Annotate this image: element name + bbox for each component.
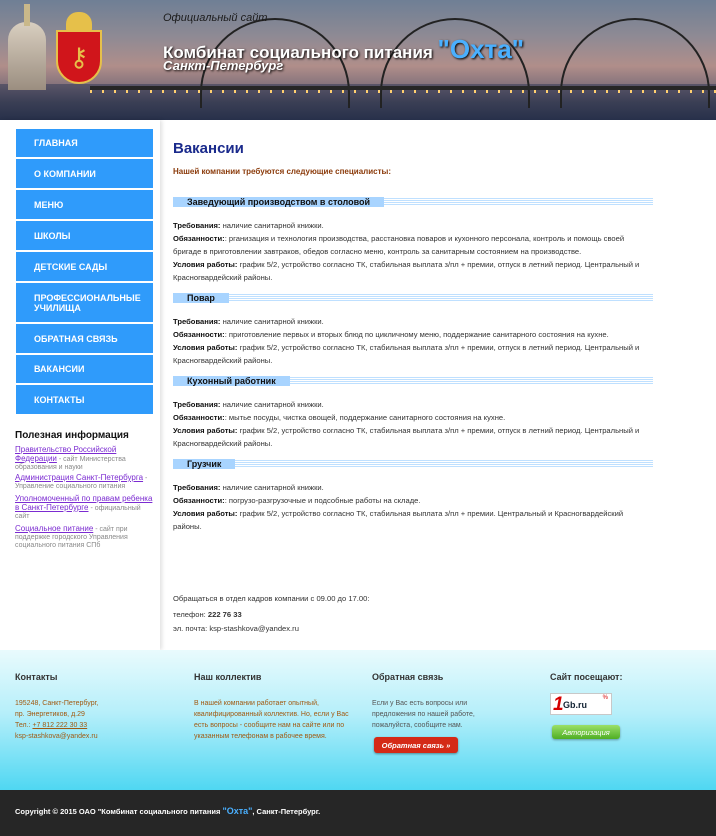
footer-feedback bbox=[372, 672, 497, 731]
email-label: эл. почта: bbox=[173, 624, 210, 633]
footer-team bbox=[194, 672, 349, 742]
nav-item-about[interactable]: О КОМПАНИИ bbox=[16, 159, 153, 189]
vacancy-block bbox=[173, 460, 653, 533]
header-stripes bbox=[173, 460, 653, 468]
duties-value: : погрузо-разгрузочные и подсобные работы на складе. bbox=[224, 496, 421, 505]
counter-percent: % bbox=[602, 695, 608, 701]
useful-link-administration[interactable]: Администрация Санкт-Петербурга bbox=[15, 473, 144, 482]
vacancy-conditions bbox=[173, 258, 653, 284]
vacancy-title: Повар bbox=[173, 293, 229, 303]
nav-item-contacts[interactable]: КОНТАКТЫ bbox=[16, 385, 153, 415]
vacancy-duties bbox=[173, 328, 653, 341]
useful-link-social-food[interactable]: Социальное питание bbox=[15, 524, 94, 533]
vacancy-title: Кухонный работник bbox=[173, 376, 290, 386]
counter-gb: Gb.ru bbox=[563, 700, 587, 710]
main-content bbox=[173, 140, 653, 543]
vacancy-block bbox=[173, 377, 653, 450]
site-city: Санкт-Петербург bbox=[163, 58, 284, 73]
useful-link-item bbox=[15, 474, 155, 491]
vacancy-duties bbox=[173, 232, 653, 258]
vacancy-requirements bbox=[173, 398, 653, 411]
hr-email-line bbox=[173, 622, 653, 636]
vacancy-conditions bbox=[173, 341, 653, 367]
footer-phone-line bbox=[15, 720, 175, 731]
duties-value: : рганизация и технология производства, расстановка поваров и кухонного персонала, контроль и помощь своей бригаде в приготовлении завтраков, обедов согласно меню, контроль за санитарным состоянием на производстве. bbox=[173, 234, 625, 256]
conditions-label: Условия работы: bbox=[173, 426, 238, 435]
useful-link-desc: - сайт Министерства образования и науки bbox=[15, 456, 126, 471]
vacancy-conditions bbox=[173, 507, 653, 533]
conditions-value: график 5/2, устройство согласно ТК, стабильная выплата з/пл + премии. Центральный и Красногвардейский районы. bbox=[173, 509, 624, 531]
vacancy-header bbox=[173, 460, 653, 471]
useful-link-item bbox=[15, 495, 155, 521]
counter-one: 1 bbox=[553, 694, 564, 715]
requirements-label: Требования: bbox=[173, 221, 221, 230]
site-official-label: Официальный сайт bbox=[163, 12, 268, 24]
sidebar bbox=[0, 120, 160, 650]
site-title-text: Комбинат социального питания bbox=[163, 43, 433, 62]
auth-button[interactable]: Авторизация bbox=[552, 725, 620, 739]
duties-label: Обязанности: bbox=[173, 234, 225, 243]
feedback-button[interactable]: Обратная связь » bbox=[374, 737, 458, 753]
header-stripes bbox=[173, 294, 653, 302]
crown-icon bbox=[66, 12, 92, 32]
footer-address-1: 195248, Санкт-Петербург, bbox=[15, 700, 99, 707]
useful-link-desc: - официальный сайт bbox=[15, 505, 141, 520]
footer-feedback-title: Обратная связь bbox=[372, 672, 444, 682]
duties-label: Обязанности: bbox=[173, 330, 225, 339]
site-brand: "Охта" bbox=[437, 34, 525, 64]
footer-address-2: пр. Энергетиков, д.29 bbox=[15, 711, 85, 718]
useful-link-item bbox=[15, 525, 155, 550]
cathedral-image bbox=[8, 22, 46, 90]
phone-label: телефон: bbox=[173, 610, 208, 619]
useful-info-title: Полезная информация bbox=[15, 430, 129, 441]
coat-of-arms-logo[interactable] bbox=[50, 8, 108, 88]
site-footer bbox=[0, 650, 716, 790]
copyright-suffix: , Санкт-Петербург. bbox=[252, 807, 321, 816]
cathedral-spire bbox=[24, 4, 30, 26]
conditions-value: график 5/2, устройство согласно ТК, стабильная выплата з/пл + премии, отпуск в летний период. Центральный и Красногвардейский районы. bbox=[173, 426, 640, 448]
footer-feedback-text: Если у Вас есть вопросы или предложения по нашей работе, пожалуйста, сообщите нам. bbox=[372, 700, 475, 729]
footer-phone-link[interactable]: +7 812 222 30 33 bbox=[32, 722, 88, 729]
requirements-label: Требования: bbox=[173, 400, 221, 409]
vacancy-block bbox=[173, 294, 653, 367]
conditions-label: Условия работы: bbox=[173, 260, 238, 269]
useful-link-ombudsman[interactable]: Уполномоченный по правам ребенка в Санкт-Петербурге bbox=[15, 494, 153, 512]
vacancy-requirements bbox=[173, 481, 653, 494]
copyright-text bbox=[15, 806, 320, 816]
vacancy-duties bbox=[173, 494, 653, 507]
useful-link-item bbox=[15, 446, 155, 472]
conditions-label: Условия работы: bbox=[173, 509, 238, 518]
nav-item-schools[interactable]: ШКОЛЫ bbox=[16, 221, 153, 251]
useful-link-government[interactable]: Правительство Российской Федерации bbox=[15, 445, 117, 463]
requirements-label: Требования: bbox=[173, 483, 221, 492]
conditions-value: график 5/2, устройство согласно ТК, стабильная выплата з/пл + премии, отпуск в летний период. Центральный и Красногвардейский районы. bbox=[173, 343, 640, 365]
vacancy-header bbox=[173, 294, 653, 305]
vacancy-conditions bbox=[173, 424, 653, 450]
requirements-value: наличие санитарной книжки. bbox=[220, 483, 324, 492]
footer-visits-title: Сайт посещают: bbox=[550, 672, 623, 682]
site-header bbox=[0, 0, 716, 120]
page-title: Вакансии bbox=[173, 140, 244, 157]
vacancy-header bbox=[173, 198, 653, 209]
copyright-bar bbox=[0, 790, 716, 836]
nav-item-colleges[interactable]: ПРОФЕССИОНАЛЬНЫЕ УЧИЛИЩА bbox=[16, 283, 153, 323]
visit-counter-badge[interactable] bbox=[550, 693, 612, 715]
nav-item-kindergartens[interactable]: ДЕТСКИЕ САДЫ bbox=[16, 252, 153, 282]
footer-contacts bbox=[15, 672, 175, 742]
hr-email[interactable]: ksp-stashkova@yandex.ru bbox=[209, 624, 299, 633]
footer-team-text: В нашей компании работает опытный, квалифицированный коллектив. Но, если у Вас есть вопросы - сообщите нам на сайте или по указанным телефонам в рабочее время. bbox=[194, 700, 349, 740]
conditions-label: Условия работы: bbox=[173, 343, 238, 352]
footer-tel-label: Тел.: bbox=[15, 722, 33, 729]
copyright-prefix: Copyright © 2015 ОАО "Комбинат социального питания bbox=[15, 807, 223, 816]
duties-value: : мытье посуды, чистка овощей, поддержание санитарного состояния на кухне. bbox=[224, 413, 506, 422]
vacancy-requirements bbox=[173, 219, 653, 232]
requirements-value: наличие санитарной книжки. bbox=[220, 400, 324, 409]
bridge-lights bbox=[90, 90, 716, 93]
nav-item-vacancies[interactable]: ВАКАНСИИ bbox=[16, 355, 153, 384]
vacancy-title: Заведующий производством в столовой bbox=[173, 197, 384, 207]
copyright-brand: "Охта" bbox=[222, 806, 253, 816]
useful-link-desc: - Управление социального питания bbox=[15, 475, 148, 490]
requirements-value: наличие санитарной книжки. bbox=[220, 221, 324, 230]
nav-item-home[interactable]: ГЛАВНАЯ bbox=[16, 129, 153, 158]
duties-label: Обязанности: bbox=[173, 413, 225, 422]
conditions-value: график 5/2, устройство согласно ТК, стабильная выплата з/пл + премии, отпуск в летний период. Центральный и Красногвардейский районы. bbox=[173, 260, 640, 282]
vacancy-title: Грузчик bbox=[173, 459, 235, 469]
duties-value: : приготовление первых и вторых блюд по цикличному меню, поддержание санитарного состояния на кухне. bbox=[224, 330, 609, 339]
duties-label: Обязанности: bbox=[173, 496, 225, 505]
hr-phone: 222 76 33 bbox=[207, 610, 242, 619]
vacancy-header bbox=[173, 377, 653, 388]
nav-item-feedback[interactable]: ОБРАТНАЯ СВЯЗЬ bbox=[16, 324, 153, 354]
keys-icon: ⚷ bbox=[69, 42, 89, 72]
footer-contacts-title: Контакты bbox=[15, 672, 58, 682]
intro-text: Нашей компании требуются следующие специалисты: bbox=[173, 167, 392, 176]
bridge-arch bbox=[560, 18, 710, 108]
hr-phone-line bbox=[173, 608, 653, 622]
hr-contact-block bbox=[173, 592, 653, 636]
hr-note: Обращаться в отдел кадров компании с 09.00 до 17.00: bbox=[173, 594, 370, 603]
vacancy-duties bbox=[173, 411, 653, 424]
vacancy-requirements bbox=[173, 315, 653, 328]
requirements-value: наличие санитарной книжки. bbox=[220, 317, 324, 326]
vacancy-block bbox=[173, 198, 653, 284]
footer-team-title: Наш коллектив bbox=[194, 672, 262, 682]
footer-email[interactable]: ksp-stashkova@yandex.ru bbox=[15, 733, 98, 740]
useful-link-desc: - сайт при поддержке городского Управления социального питания СПб bbox=[15, 526, 128, 549]
requirements-label: Требования: bbox=[173, 317, 221, 326]
nav-item-menu[interactable]: МЕНЮ bbox=[16, 190, 153, 220]
